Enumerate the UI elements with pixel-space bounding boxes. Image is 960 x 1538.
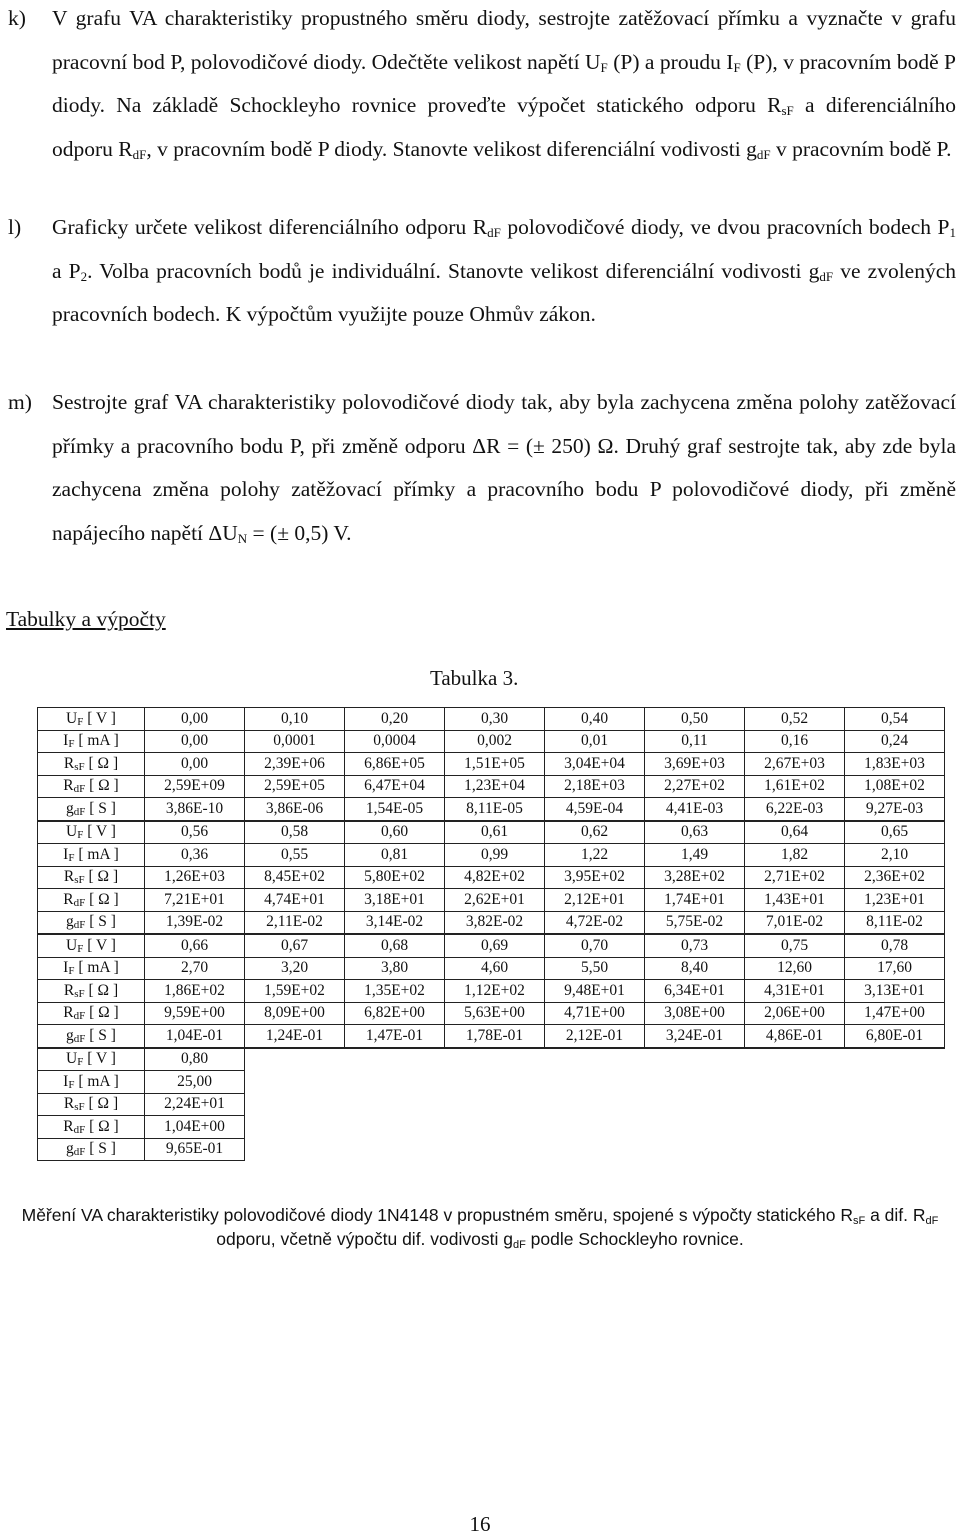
table-cell: 0,36	[145, 844, 245, 867]
subscript: dF	[73, 919, 86, 932]
table-cell: 4,86E-01	[745, 1025, 845, 1048]
table-cell: 8,45E+02	[245, 866, 345, 889]
table-cell: 1,22	[545, 844, 645, 867]
row-label: $U_F$ [ V ]	[38, 1048, 145, 1071]
table-row	[38, 821, 945, 844]
table-cell: 2,59E+09	[145, 775, 245, 798]
subscript: dF	[73, 1146, 86, 1159]
task-item-m	[8, 381, 956, 555]
table-cell: 0,0001	[245, 730, 345, 753]
table-cell: 1,82	[745, 844, 845, 867]
table-cell: 0,80	[145, 1048, 245, 1071]
row-label: $R_{dF}$ [ Ω ]	[38, 775, 145, 798]
subscript: dF	[73, 1123, 86, 1136]
table-cell: 0,62	[545, 821, 645, 844]
subscript: F	[68, 851, 75, 864]
item-text: V grafu VA charakteristiky propustného směru diody, sestrojte zatěžovací přímku a vyznačte v grafu pracovní bod P, polovodičové diody. Odečtěte velikost napětí $U_F$ (P) a proudu $I_F$ (P), v pracovním bodě P diody. Na základě Schockleyho rovnice proveďte výpočet statického odporu $R_{sF}$ a diferenciálního odporu $R_{dF}$, v pracovním bodě P diody. Stanovte velikost diferenciální vodivosti $g_{dF}$ v pracovním bodě P.	[52, 6, 957, 162]
table-cell: 4,72E-02	[545, 911, 645, 934]
table-cell: 4,31E+01	[745, 980, 845, 1003]
table-cell: 3,69E+03	[645, 753, 745, 776]
table-cell: 8,09E+00	[245, 1002, 345, 1025]
data-table	[37, 707, 945, 1161]
table-cell: 2,12E-01	[545, 1025, 645, 1048]
table-cell: 5,80E+02	[345, 866, 445, 889]
table-cell: 0,58	[245, 821, 345, 844]
table-row	[38, 889, 945, 912]
table-cell: 3,28E+02	[645, 866, 745, 889]
subscript: sF	[74, 1101, 85, 1114]
table-cell: 5,75E-02	[645, 911, 745, 934]
subscript: sF	[852, 1215, 866, 1227]
table-cell: 0,10	[245, 708, 345, 731]
item-text: Sestrojte graf VA charakteristiky polovodičové diody tak, aby byla zachycena změna polohy zatěžovací přímky a pracovního bodu P, při změně odporu ΔR = (± 250) Ω. Druhý graf sestrojte tak, aby zde byla zachycena změna polohy zatěžovací přímky a pracovního bodu P polovodičové diody, při změně napájecího napětí $\Delta U_N$ = (± 0,5) V.	[52, 390, 956, 546]
item-letter: m)	[8, 390, 32, 414]
subscript: 2	[80, 268, 88, 284]
table-cell: 0,78	[845, 934, 945, 957]
table-cell: 2,11E-02	[245, 911, 345, 934]
row-label: $g_{dF}$ [ S ]	[38, 1138, 145, 1161]
table-cell: 0,54	[845, 708, 945, 731]
table-cell: 1,23E+04	[445, 775, 545, 798]
row-label: $R_{sF}$ [ Ω ]	[38, 866, 145, 889]
table-row	[38, 798, 945, 821]
table-cell: 6,22E-03	[745, 798, 845, 821]
table-cell: 0,61	[445, 821, 545, 844]
table-cell: 1,47E+00	[845, 1002, 945, 1025]
subscript: F	[77, 1056, 84, 1069]
table-cell: 1,61E+02	[745, 775, 845, 798]
table-cell: 0,81	[345, 844, 445, 867]
table-cell: 8,11E-02	[845, 911, 945, 934]
table-cell: 0,67	[245, 934, 345, 957]
table-cell: 3,80	[345, 957, 445, 980]
table-cell: 3,95E+02	[545, 866, 645, 889]
row-label: $R_{sF}$ [ Ω ]	[38, 753, 145, 776]
row-label: $R_{dF}$ [ Ω ]	[38, 889, 145, 912]
subscript: sF	[74, 874, 85, 887]
table-cell: 1,35E+02	[345, 980, 445, 1003]
row-label: $R_{dF}$ [ Ω ]	[38, 1002, 145, 1025]
row-label: $g_{dF}$ [ S ]	[38, 911, 145, 934]
table-cell: 3,86E-10	[145, 798, 245, 821]
row-label: $g_{dF}$ [ S ]	[38, 1025, 145, 1048]
table-cell: 0,70	[545, 934, 645, 957]
table-cell: 0,99	[445, 844, 545, 867]
table-cell: 5,50	[545, 957, 645, 980]
subscript: N	[237, 530, 248, 546]
table-cell: 3,24E-01	[645, 1025, 745, 1048]
table-cell: 9,65E-01	[145, 1138, 245, 1161]
table-cell: 0,56	[145, 821, 245, 844]
table-cell: 3,20	[245, 957, 345, 980]
table-cell: 7,21E+01	[145, 889, 245, 912]
table-cell: 9,59E+00	[145, 1002, 245, 1025]
table-cell: 2,59E+05	[245, 775, 345, 798]
subscript: dF	[756, 146, 771, 162]
table-cell: 0,65	[845, 821, 945, 844]
table-title: Tabulka 3.	[430, 666, 519, 690]
table-row	[38, 708, 945, 731]
subscript: dF	[819, 268, 834, 284]
table-cell: 0,24	[845, 730, 945, 753]
table-cell: 1,47E-01	[345, 1025, 445, 1048]
table-cell: 1,04E+00	[145, 1116, 245, 1139]
table-cell: 1,39E-02	[145, 911, 245, 934]
table-cell: 3,04E+04	[545, 753, 645, 776]
table-cell: 0,60	[345, 821, 445, 844]
row-label: $U_F$ [ V ]	[38, 708, 145, 731]
table-cell: 4,41E-03	[645, 798, 745, 821]
row-label: $I_F$ [ mA ]	[38, 957, 145, 980]
subscript: dF	[925, 1215, 939, 1227]
table-row	[38, 1002, 945, 1025]
subscript: F	[600, 59, 608, 75]
table-cell: 0,40	[545, 708, 645, 731]
table-cell: 0,68	[345, 934, 445, 957]
subscript: 1	[949, 225, 956, 240]
subscript: F	[733, 59, 741, 75]
table-cell: 3,13E+01	[845, 980, 945, 1003]
table-cell: 3,08E+00	[645, 1002, 745, 1025]
table-cell: 1,51E+05	[445, 753, 545, 776]
table-cell: 2,06E+00	[745, 1002, 845, 1025]
table-cell: 2,67E+03	[745, 753, 845, 776]
table-cell: 0,00	[145, 753, 245, 776]
subscript: dF	[73, 783, 86, 796]
subscript: sF	[74, 987, 85, 1000]
table-cell: 4,74E+01	[245, 889, 345, 912]
table-cell: 1,54E-05	[345, 798, 445, 821]
table-cell: 1,78E-01	[445, 1025, 545, 1048]
table-cell: 0,50	[645, 708, 745, 731]
table-row	[38, 1048, 945, 1071]
table-cell: 1,04E-01	[145, 1025, 245, 1048]
row-label: $g_{dF}$ [ S ]	[38, 798, 145, 821]
table-cell: 3,14E-02	[345, 911, 445, 934]
table-cell: 0,20	[345, 708, 445, 731]
table-cell: 4,82E+02	[445, 866, 545, 889]
page-number: 16	[469, 1512, 491, 1536]
table-cell: 6,82E+00	[345, 1002, 445, 1025]
table-cell: 0,00	[145, 730, 245, 753]
subscript: dF	[73, 805, 86, 818]
table-cell: 1,59E+02	[245, 980, 345, 1003]
table-cell: 6,47E+04	[345, 775, 445, 798]
table-cell: 0,0004	[345, 730, 445, 753]
table-row	[38, 753, 945, 776]
item-text: Graficky určete velikost diferenciálního odporu $R_{dF}$ polovodičové diody, ve dvou pracovních bodech $P_1$ a $P_2$. Volba pracovních bodů je individuální. Stanovte velikost diferenciální vodivosti $g_{dF}$ ve zvolených pracovních bodech. K výpočtům využijte pouze Ohmův zákon.	[52, 215, 956, 326]
subscript: F	[68, 965, 75, 978]
subscript: F	[68, 738, 75, 751]
table-row	[38, 866, 945, 889]
subscript: F	[68, 1078, 75, 1091]
table-cell: 0,52	[745, 708, 845, 731]
table-cell: 2,71E+02	[745, 866, 845, 889]
table-cell: 0,01	[545, 730, 645, 753]
table-cell: 0,66	[145, 934, 245, 957]
table-cell: 0,11	[645, 730, 745, 753]
table-cell: 1,43E+01	[745, 889, 845, 912]
table-cell: 5,63E+00	[445, 1002, 545, 1025]
table-cell: 2,12E+01	[545, 889, 645, 912]
table-cell: 2,18E+03	[545, 775, 645, 798]
row-label: $U_F$ [ V ]	[38, 821, 145, 844]
table-cell: 1,83E+03	[845, 753, 945, 776]
table-cell: 6,34E+01	[645, 980, 745, 1003]
table-cell: 1,24E-01	[245, 1025, 345, 1048]
table-cell: 1,26E+03	[145, 866, 245, 889]
table-cell: 25,00	[145, 1071, 245, 1094]
table-cell: 2,24E+01	[145, 1093, 245, 1116]
table-cell: 0,73	[645, 934, 745, 957]
table-cell: 9,48E+01	[545, 980, 645, 1003]
table-cell: 2,27E+02	[645, 775, 745, 798]
table-cell: 0,55	[245, 844, 345, 867]
table-caption: Měření VA charakteristiky polovodičové diody 1N4148 v propustném směru, spojené s výpočty statického $R_{sF}$ a dif. $R_{dF}$ odporu, včetně výpočtu dif. vodivosti $g_{dF}$ podle Schockleyho rovnice.	[21, 1205, 939, 1251]
table-cell: 3,82E-02	[445, 911, 545, 934]
row-label: $I_F$ [ mA ]	[38, 730, 145, 753]
table-cell: 17,60	[845, 957, 945, 980]
table-cell: 2,62E+01	[445, 889, 545, 912]
table-cell: 4,59E-04	[545, 798, 645, 821]
table-cell: 0,00	[145, 708, 245, 731]
table-row	[38, 1093, 945, 1116]
table-row	[38, 1025, 945, 1048]
data-table-body	[38, 708, 945, 1161]
table-row	[38, 775, 945, 798]
item-letter: l)	[8, 215, 22, 239]
table-cell: 6,80E-01	[845, 1025, 945, 1048]
row-label: $R_{sF}$ [ Ω ]	[38, 1093, 145, 1116]
table-cell: 8,40	[645, 957, 745, 980]
task-item-l	[8, 206, 956, 337]
subscript: dF	[132, 146, 147, 162]
row-label: $U_F$ [ V ]	[38, 934, 145, 957]
row-label: $I_F$ [ mA ]	[38, 844, 145, 867]
table-cell: 4,60	[445, 957, 545, 980]
row-label: $R_{dF}$ [ Ω ]	[38, 1116, 145, 1139]
subscript: sF	[781, 103, 794, 118]
table-row	[38, 1071, 945, 1094]
table-cell: 1,08E+02	[845, 775, 945, 798]
table-row	[38, 730, 945, 753]
table-cell: 2,70	[145, 957, 245, 980]
table-cell: 0,002	[445, 730, 545, 753]
subscript: F	[77, 829, 84, 842]
subscript: dF	[73, 1032, 86, 1045]
subscript: dF	[487, 225, 501, 240]
table-cell: 0,75	[745, 934, 845, 957]
table-row	[38, 957, 945, 980]
table-cell: 12,60	[745, 957, 845, 980]
table-cell: 0,69	[445, 934, 545, 957]
table-cell: 6,86E+05	[345, 753, 445, 776]
table-row	[38, 934, 945, 957]
table-cell: 9,27E-03	[845, 798, 945, 821]
table-cell: 0,16	[745, 730, 845, 753]
table-cell: 1,49	[645, 844, 745, 867]
table-cell: 1,12E+02	[445, 980, 545, 1003]
table-cell: 7,01E-02	[745, 911, 845, 934]
table-row	[38, 980, 945, 1003]
table-cell: 0,64	[745, 821, 845, 844]
subscript: F	[77, 715, 84, 728]
table-row	[38, 1116, 945, 1139]
item-letter: k)	[8, 6, 26, 30]
table-row	[38, 911, 945, 934]
section-heading: Tabulky a výpočty	[6, 607, 166, 631]
table-cell: 1,23E+01	[845, 889, 945, 912]
table-cell: 3,86E-06	[245, 798, 345, 821]
table-cell: 0,30	[445, 708, 545, 731]
row-label: $R_{sF}$ [ Ω ]	[38, 980, 145, 1003]
table-cell: 3,18E+01	[345, 889, 445, 912]
subscript: sF	[74, 760, 85, 773]
subscript: F	[77, 942, 84, 955]
table-cell: 1,86E+02	[145, 980, 245, 1003]
table-cell: 2,36E+02	[845, 866, 945, 889]
table-row	[38, 1138, 945, 1161]
table-cell: 2,39E+06	[245, 753, 345, 776]
subscript: dF	[73, 1010, 86, 1023]
table-row	[38, 844, 945, 867]
task-item-k	[8, 0, 956, 171]
subscript: dF	[73, 896, 86, 909]
row-label: $I_F$ [ mA ]	[38, 1071, 145, 1094]
subscript: dF	[512, 1239, 526, 1251]
table-cell: 1,74E+01	[645, 889, 745, 912]
table-cell: 4,71E+00	[545, 1002, 645, 1025]
table-cell: 0,63	[645, 821, 745, 844]
table-cell: 2,10	[845, 844, 945, 867]
table-cell: 8,11E-05	[445, 798, 545, 821]
